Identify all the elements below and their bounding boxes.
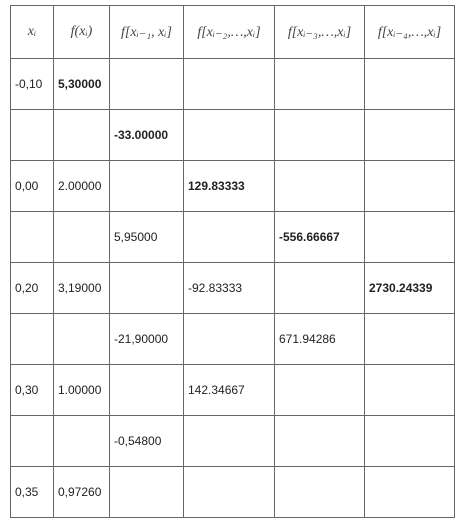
table-cell (184, 416, 275, 467)
table-cell (365, 467, 455, 518)
table-cell: 0,97260 (54, 467, 110, 518)
divided-differences-table-wrapper (10, 5, 455, 518)
table-cell: -21,90000 (110, 314, 184, 365)
table-row (11, 263, 455, 314)
table-cell (365, 416, 455, 467)
table-cell: 142.34667 (184, 365, 275, 416)
table-cell (110, 365, 184, 416)
table-cell (11, 110, 54, 161)
table-cell: 129.83333 (184, 161, 275, 212)
table-cell (365, 212, 455, 263)
table-cell: -92.83333 (184, 263, 275, 314)
table-cell: 0,30 (11, 365, 54, 416)
table-cell (275, 110, 365, 161)
table-cell (110, 59, 184, 110)
table-cell (365, 365, 455, 416)
table-cell (275, 59, 365, 110)
table-cell (365, 314, 455, 365)
table-cell: 2730.24339 (365, 263, 455, 314)
table-cell: 0,35 (11, 467, 54, 518)
header-row (11, 6, 455, 59)
table-cell (184, 59, 275, 110)
table-row (11, 416, 455, 467)
table-cell (184, 314, 275, 365)
table-row (11, 467, 455, 518)
table-cell (54, 110, 110, 161)
table-cell (11, 212, 54, 263)
table-cell (11, 416, 54, 467)
table-cell (110, 161, 184, 212)
header-dd1: f[xᵢ₋₁, xᵢ] (110, 6, 184, 59)
table-row (11, 110, 455, 161)
table-cell (54, 212, 110, 263)
table-cell (184, 467, 275, 518)
table-cell (184, 110, 275, 161)
table-cell (275, 365, 365, 416)
table-cell (365, 59, 455, 110)
table-cell (365, 161, 455, 212)
table-row (11, 59, 455, 110)
table-cell (54, 416, 110, 467)
table-cell: 5,30000 (54, 59, 110, 110)
table-cell: 3,19000 (54, 263, 110, 314)
table-cell: 5,95000 (110, 212, 184, 263)
header-dd4: f[xᵢ₋₄,…,xᵢ] (365, 6, 455, 59)
table-row (11, 365, 455, 416)
header-x: xᵢ (11, 6, 54, 59)
table-cell: 0,00 (11, 161, 54, 212)
table-row (11, 212, 455, 263)
table-cell (275, 467, 365, 518)
header-dd2: f[xᵢ₋₂,…,xᵢ] (184, 6, 275, 59)
divided-differences-table (10, 5, 455, 518)
table-cell: -0,10 (11, 59, 54, 110)
table-cell (110, 263, 184, 314)
header-dd3: f[xᵢ₋₃,…,xᵢ] (275, 6, 365, 59)
table-cell (110, 467, 184, 518)
table-cell: 671.94286 (275, 314, 365, 365)
table-cell (275, 416, 365, 467)
table-cell: -556.66667 (275, 212, 365, 263)
table-cell (11, 314, 54, 365)
table-cell (54, 314, 110, 365)
table-row (11, 314, 455, 365)
table-row (11, 161, 455, 212)
table-cell: 1.00000 (54, 365, 110, 416)
table-cell: -33.00000 (110, 110, 184, 161)
table-cell: 2.00000 (54, 161, 110, 212)
table-cell: -0,54800 (110, 416, 184, 467)
table-cell: 0,20 (11, 263, 54, 314)
header-f: f(xᵢ) (54, 6, 110, 59)
table-cell (365, 110, 455, 161)
table-cell (184, 212, 275, 263)
table-cell (275, 263, 365, 314)
table-cell (275, 161, 365, 212)
